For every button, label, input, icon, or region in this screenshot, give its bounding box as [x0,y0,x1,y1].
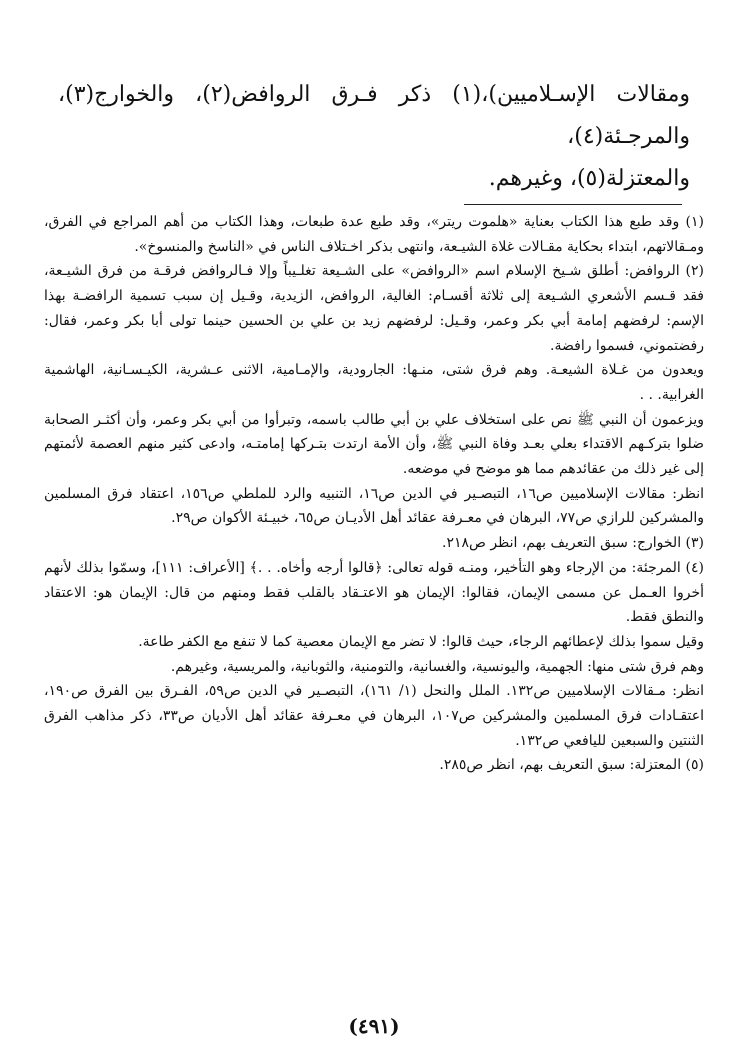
footnotes [44,210,704,778]
footnote-1: (١) وقد طبع هذا الكتاب بعناية «هلموت ريتر»، وقد طبع عدة طبعات، وهذا الكتاب من أهم المراجع في الفرق، ومـقالاتهم، ابتداء بحكاية مقـالات غلاة الشيـعة، وانتهى بذكر اخـتلاف الناس في «الناسخ والمنسوخ». [44,214,704,255]
footnote-2-continued: ويزعمون أن النبي ﷺ نص على استخلاف علي بن أبي طالب باسمه، وتبرأوا من أبي بكر وعمر، وأن أكثـر الصحابة ضلوا بتركـهم الاقتداء بعلي بعـد وفاة النبي ﷺ، وأن الأمة ارتدت بتـركها إمامتـه، وادعى كثير منهم العصمة لأئمتهم إلى غير ذلك من عقائدهم مما هو موضح في موضعه. [44,411,704,478]
footnote-3: (٣) الخوارج: سبق التعريف بهم، انظر ص٢١٨. [442,535,704,552]
page-number: (٤٩١) [348,1014,400,1038]
footnote-4: (٤) المرجئة: من الإرجاء وهو التأخير، ومنـه قوله تعالى: ﴿قالوا أرجه وأخاه. . .﴾ [الأعراف: ١١١]، وسمّوا بذلك لأنهم أخروا العـمل عن مسمى الإيمان، فقالوا: الإيمان هو الاعتـقاد بالقلب فقط ومنهم من قال: الإيمان هو: الاعتقاد والنطق فقط. [44,559,704,626]
main-text-line: ومقالات الإسـلاميين)،(١) ذكر فـرق الروافض(٢)، والخوارج(٣)، والمرجـئة(٤)، [58,82,691,149]
main-text [58,74,690,200]
footnote-4-references: انظر: مـقالات الإسلاميين ص١٣٢. الملل والنحل (١/ ١٦١)، التبصـير في الدين ص٥٩، الفـرق بين الفرق ص١٩٠، اعتقـادات فرق المسلمين والمشركين ص١٠٧، البرهان في معـرفة عقائد أهل الأديان ص٣٣، ذكر مذاهب الفرق الثنتين والسبعين لليافعي ص١٣٢. [44,683,705,749]
footnote-4-continued: وهم فرق شتى منها: الجهمية، واليونسية، والغسانية، والتومنية، والثوبانية، والمريسية، وغيرهم. [170,658,704,675]
main-text-line: والمعتزلة(٥)، وغيرهم. [488,166,690,191]
footnote-2-references: انظر: مقالات الإسلاميين ص١٦، التبصـير في الدين ص١٦، التنبيه والرد للملطي ص١٥٦، اعتقاد فرق المسلمين والمشركين للرازي ص٧٧، البرهان في معـرفة عقائد أهل الأديـان ص٦٥، خبيـئة الأكوان ص٢٩. [44,485,705,527]
footnote-divider [464,204,682,205]
footnote-5: (٥) المعتزلة: سبق التعريف بهم، انظر ص٢٨٥. [439,757,704,774]
footnote-2: (٢) الروافض: أطلق شـيخ الإسلام اسم «الروافض» على الشـيعة تغلـيباً وإلا فـالروافض فرقـة من فرق الشيـعة، فقد قـسم الأشعري الشـيعة إلى ثلاثة أقسـام: الغالية، الروافض، الزيدية، وقـيل إن سبب تسمية الرافضـة بهذا الإسم: لرفضهم إمامة أبي بكر وعمر، وقـيل: لرفضهم زيد بن علي بن الحسين حينما تولى أبا بكر وعمر، فقال: رفضتموني، فسموا رافضة. [44,263,704,354]
footnote-2-continued: ويعدون من غـلاة الشيعـة. وهم فرق شتى، منـها: الجارودية، والإمـامية، الاثنى عـشرية، الكيـسـانية، الهاشمية الغرابية. . . [44,362,704,403]
footnote-4-continued: وقيل سموا بذلك لإعطائهم الرجاء، حيث قالوا: لا تضر مع الإيمان معصية كما لا تنفع مع الكفر طاعة. [138,633,704,650]
